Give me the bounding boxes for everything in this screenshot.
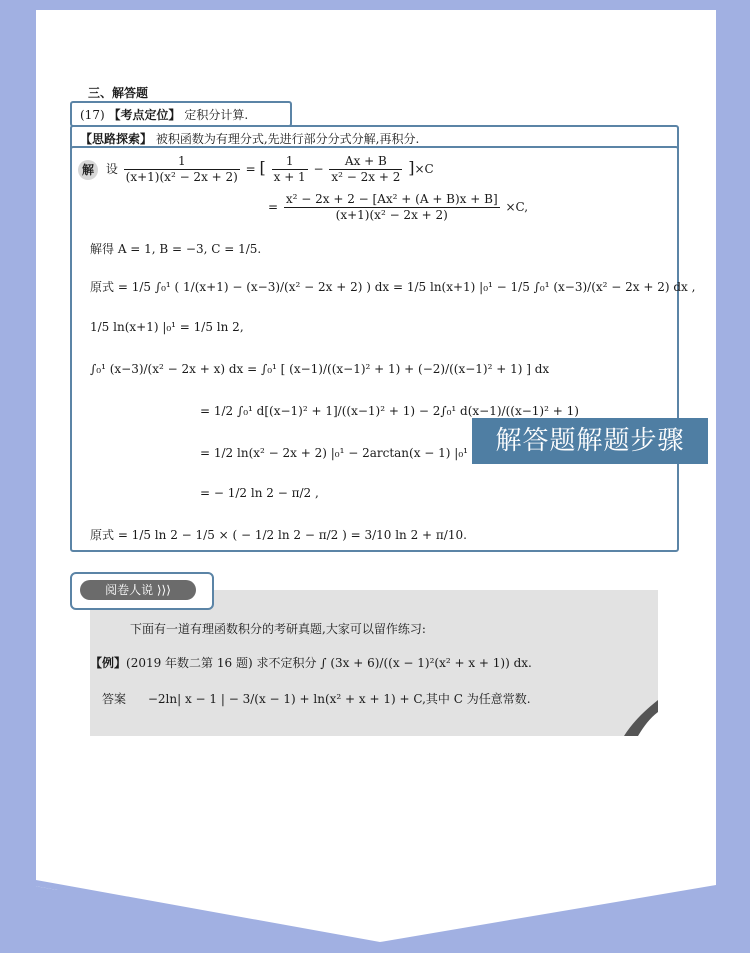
original-line-1: 原式 = 1/5 ∫₀¹ ( 1/(x+1) − (x−3)/(x² − 2x + 2) ) dx = 1/5 ln(x+1) |₀¹ − 1/5 ∫₀¹ (x−3)/(x² − 2x + 2) dx , [90, 280, 696, 294]
ln-evaluation: 1/5 ln(x+1) |₀¹ = 1/5 ln 2, [90, 320, 244, 334]
solved-values: 解得 A = 1, B = −3, C = 1/5. [90, 242, 262, 256]
solution-badge: 解 [78, 160, 98, 180]
reviewer-comment-button[interactable] [70, 572, 214, 610]
integral-line-4: = − 1/2 ln 2 − π/2 , [200, 486, 319, 500]
solution-box [70, 146, 696, 552]
solution-line-2: = $\frac{\text{x² − 2x + 2 − [Ax² + (A + B)x + B]}}{\text{(x+1)(x² − 2x + 2)}}$ ×C, [268, 192, 529, 222]
idea-tag: 【思路探索】 [80, 132, 153, 146]
integral-line-1: ∫₀¹ (x−3)/(x² − 2x + x) dx = ∫₀¹ [ (x−1)/((x−1)² + 1) + (−2)/((x−1)² + 1) ] dx [90, 362, 550, 376]
note-answer: 答案 −2ln| x − 1 | − 3/(x − 1) + ln(x² + x + 1) + C,其中 C 为任意常数. [102, 692, 531, 706]
idea-text: 被积函数为有理分式,先进行部分分式分解,再积分. [155, 132, 420, 146]
solution-line-1: 解 设 $\frac{1}{\text{(x+1)(x² − 2x + 2)}}$ = [ $\frac{1}{x + 1}$ − $\frac{Ax + B}{\text{x² − 2x + 2}}$ ]×C [78, 154, 434, 185]
note-panel [90, 590, 658, 736]
question-17-box [70, 101, 292, 127]
fraction-partial-1: $\frac{1}{x + 1}$ [273, 154, 306, 184]
integral-line-3: = 1/2 ln(x² − 2x + 2) |₀¹ − 2arctan(x − 1) |₀¹ [200, 446, 468, 460]
question-number: (17) [80, 108, 105, 122]
question-text: 定积分计算. [184, 108, 249, 122]
fraction-partial-2: $\frac{Ax + B}{\text{x² − 2x + 2}}$ [331, 154, 401, 184]
page-curl-icon [624, 700, 658, 736]
fraction-lhs: $\frac{1}{\text{(x+1)(x² − 2x + 2)}}$ [125, 154, 238, 184]
set-word: 设 [105, 162, 118, 176]
integral-line-2: = 1/2 ∫₀¹ d[(x−1)² + 1]/((x−1)² + 1) − 2∫₀¹ d(x−1)/((x−1)² + 1) [200, 404, 579, 418]
fraction-combined: $\frac{\text{x² − 2x + 2 − [Ax² + (A + B)x + B]}}{\text{(x+1)(x² − 2x + 2)}}$ [285, 192, 498, 222]
question-tag: 【考点定位】 [108, 108, 181, 122]
section-title: 三、解答题 [88, 86, 149, 100]
reviewer-label: 阅卷人说 ⟩⟩⟩ [80, 580, 196, 600]
note-example: 【例】(2019 年数二第 16 题) 求不定积分 ∫ (3x + 6)/((x − 1)²(x² + x + 1)) dx. [90, 656, 532, 670]
final-result: 原式 = 1/5 ln 2 − 1/5 × ( − 1/2 ln 2 − π/2 ) = 3/10 ln 2 + π/10. [90, 528, 467, 542]
bottom-wedge [0, 880, 750, 953]
times-c: ×C [414, 162, 434, 176]
times-c-2: ×C, [505, 200, 529, 214]
note-intro: 下面有一道有理函数积分的考研真题,大家可以留作练习: [130, 622, 426, 636]
steps-banner: 解答题解题步骤 [472, 418, 708, 464]
